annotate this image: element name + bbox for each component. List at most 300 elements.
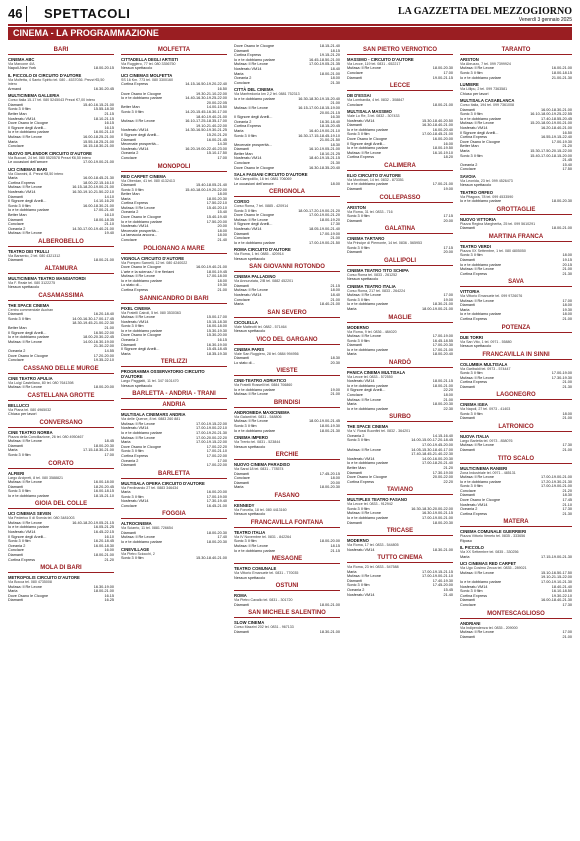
- film-title: Nessun spettacolo: [234, 575, 266, 580]
- showtimes: 21.00: [217, 288, 227, 292]
- film-title: Io e te dobbiamo parlare: [347, 383, 389, 388]
- showtimes: 21.40: [217, 238, 227, 243]
- showtime-row: [234, 429, 340, 434]
- film-title: Conclave: [234, 297, 250, 302]
- showtimes: 21.15: [330, 548, 340, 553]
- showtimes: [338, 329, 340, 334]
- cinema-name: CINEMA TEATRO TITO SCHIPA: [347, 267, 409, 273]
- cinema-name: UCI CINEMAS RED CARPET: [460, 561, 517, 567]
- film-title: Nosferatu VM14: [347, 547, 375, 552]
- cinema-address: Via Ruggiero, 77 tel. 080 3356750: [121, 62, 176, 66]
- showtimes: 18.30-21.00: [432, 302, 453, 307]
- showtimes: 14.00-16.30-17.00-17.45: [72, 316, 114, 321]
- showtimes: 18.00-21.00: [93, 589, 114, 594]
- film-title: Mufasa: Il Re Leone: [347, 511, 381, 516]
- showtimes: 16.45-18.55: [432, 338, 453, 343]
- film-title: Cortina Express: [460, 380, 488, 385]
- film-title: Diamanti: [234, 283, 249, 288]
- film-title: Diamanti: [8, 552, 23, 557]
- showtimes: 18.00-20.30: [551, 199, 572, 204]
- showtimes: 16.45-21.00: [206, 503, 227, 508]
- film-title: Dove Osano le Cicogne: [121, 444, 162, 449]
- film-title: Mufasa: Il Re Leone: [347, 397, 381, 402]
- film-title: Sonic 3 Il film: [8, 203, 31, 208]
- showtimes: 16.00-21.45: [206, 137, 227, 142]
- film-title: Sonic 3 Il film: [347, 297, 370, 302]
- showtimes: 15.40-17.00-18.15-20.00: [530, 153, 572, 158]
- showtimes: 17.45: [562, 498, 572, 502]
- cinema-address: Corso Roma, 7 tel. 0885 - 420914: [234, 204, 289, 209]
- film-title: Diamanti: [234, 480, 249, 485]
- showtimes: 18.00-20.30: [432, 66, 453, 71]
- showtime-row: [234, 361, 340, 366]
- film-title: Io e te dobbiamo parlare: [8, 493, 50, 498]
- showtimes: 18.00: [330, 288, 340, 293]
- film-title: Io e te dobbiamo parlare: [234, 96, 276, 101]
- city-heading: COLLEPASSO: [347, 194, 453, 203]
- showtimes: 17.00-21.40: [93, 208, 114, 213]
- showtimes: 17.30: [330, 222, 340, 227]
- film-title: Cortina Express: [460, 135, 488, 140]
- film-title: Dove Osano le Cicogne: [121, 265, 162, 270]
- city-heading: TUTTO CINEMA: [347, 554, 453, 563]
- showtime-row: [234, 329, 340, 334]
- showtimes: 17.00: [562, 298, 572, 303]
- showtimes: 18.00: [330, 476, 340, 481]
- showtime-row: [234, 257, 340, 262]
- cinema-name: ANDRIANI: [460, 620, 481, 626]
- showtime-row: [234, 302, 340, 307]
- film-title: Oceania 2: [234, 119, 252, 124]
- cinema-address: Piazza della Conciliazione, 26 tel. 080 4950467: [8, 434, 84, 439]
- film-title: Io e te dobbiamo parlare: [8, 525, 50, 530]
- showtimes: 18.00-20.15: [93, 66, 114, 71]
- showtimes: 16.10-18.50: [551, 589, 572, 594]
- film-title: Dove Osano le Cicogne: [121, 333, 162, 338]
- showtimes: 14.15-16.50-19.20-22.40: [185, 82, 227, 87]
- cinema-address: Via Lillipu, 2 tel. 099 7363581: [460, 87, 508, 92]
- showtimes: 15.45-18.45: [206, 347, 227, 352]
- cinema-name: MASSIMO - CIRCUITO D'AUTORE: [347, 57, 414, 62]
- showtimes: 18.00-21.00: [432, 102, 453, 107]
- film-title: Io e te dobbiamo parlare: [234, 428, 276, 433]
- film-title: Maria: [347, 352, 357, 357]
- showtime-row: [460, 344, 572, 349]
- showtimes: 20.00: [330, 480, 340, 485]
- film-title: Mufasa: Il Re Leone: [121, 435, 155, 440]
- cinema-name: CINEMA IMPERO: [234, 435, 269, 441]
- showtimes: 17.15: [443, 245, 453, 250]
- showtimes: 16.15-18.30-21.00: [82, 144, 114, 149]
- showtime-row: [234, 241, 340, 246]
- cinema-address: Via Indipendenza tel. 0835 - 209000: [460, 625, 518, 630]
- film-title: Nosferatu VM14: [234, 156, 262, 161]
- showtimes: 18.15-21.40: [319, 44, 340, 48]
- film-title: Dove Osano le Cicogne: [347, 475, 388, 480]
- film-title: Sonic 3 Il film: [460, 371, 483, 376]
- showtimes: 16.10: [104, 212, 114, 217]
- film-title: Il Signore degli Anelli...: [460, 130, 499, 135]
- film-title: Diamanti: [460, 257, 475, 262]
- film-title: Sonic 3 Il film: [8, 316, 31, 321]
- showtimes: 18.00-20.30: [432, 520, 453, 525]
- showtimes: 18.05-19.00-21.40: [308, 227, 340, 232]
- showtimes: 18.40: [330, 66, 340, 71]
- film-title: Maria: [8, 589, 18, 594]
- film-title: Io e te dobbiamo parlare: [460, 199, 502, 204]
- cinema-address: Piazza Vittorio Veneto tel. 0835 - 333656: [460, 534, 526, 539]
- showtimes: 18.00-21.00: [93, 552, 114, 557]
- showtimes: 17.15-18.30-21.00: [82, 448, 114, 453]
- showtimes: 21.00: [443, 397, 453, 402]
- film-title: Diamanti: [8, 484, 23, 489]
- film-title: Diamanti: [234, 602, 249, 607]
- film-title: Maria: [347, 569, 357, 574]
- film-title: Diamanti: [121, 342, 136, 347]
- film-title: Cortina Express: [460, 593, 488, 598]
- film-title: Nessun spettacolo: [234, 512, 266, 517]
- cinema-address: Via Ferdinando 27 tel. 0883 346434: [121, 485, 179, 490]
- cinema-address: Via XX Settembre tel. 0835 - 330256: [460, 550, 519, 555]
- cinema-address: Via Sciarrio, 11 tel. 0881 726654: [121, 526, 173, 531]
- cinema-name: CITTADELLA DEGLI ARTISTI: [121, 57, 179, 62]
- showtimes: 15.20-18.00-19.00-21.00: [530, 121, 572, 126]
- city-heading: CASSANO DELLE MURGE: [8, 365, 114, 374]
- film-title: Diamanti: [460, 416, 475, 421]
- showtimes: 20.00: [443, 250, 453, 255]
- showtimes: 21.45: [562, 158, 572, 163]
- showtimes: [225, 384, 227, 389]
- film-title: Mufasa: Il Re Leone: [8, 339, 42, 344]
- showtimes: 21.30: [330, 80, 340, 85]
- showtimes: 15.45: [443, 587, 453, 592]
- showtimes: 21.00: [330, 297, 340, 302]
- film-title: Oceania 2: [8, 543, 26, 548]
- film-title: Dove Osano le Cicogne: [121, 91, 162, 96]
- film-title: Conclave: [347, 71, 363, 75]
- cinema-name: CINEMA TARTARO: [347, 236, 385, 242]
- showtimes: 15.40: [217, 210, 227, 215]
- film-title: Mufasa: Il Re Leone: [460, 298, 494, 303]
- film-title: Oceania 2: [8, 226, 26, 231]
- showtimes: 16.00-18.30: [93, 543, 114, 548]
- showtimes: 16.00-20.00: [432, 136, 453, 141]
- showtime-row: [234, 81, 340, 86]
- showtimes: 21.00: [330, 101, 340, 106]
- showtime-row: [8, 453, 114, 458]
- cinema-address: Viale San Ruggiero, 28 tel. 0884 994956: [234, 351, 299, 356]
- showtimes: 17.00: [562, 629, 572, 634]
- showtimes: 18.15: [330, 543, 340, 548]
- showtimes: 16.55-19.15-22.40: [540, 135, 572, 140]
- film-title: Mufasa: Il Re Leone: [234, 543, 268, 548]
- film-title: Diamanti: [347, 578, 362, 583]
- showtimes: 14.10-16.20: [93, 199, 114, 204]
- showtimes: 18.15-21.10: [93, 493, 114, 498]
- showtimes: 21.30: [562, 271, 572, 276]
- film-title: Sonic 3 Il film: [347, 506, 370, 511]
- showtime-row: [8, 412, 114, 417]
- showtimes: 16.00-18.45-21.30: [82, 176, 114, 181]
- cinema-name: DUE TORRI: [460, 334, 483, 340]
- showtimes: 17.00-18.20-21.40: [421, 461, 453, 466]
- city-heading: MOLFETTA: [121, 46, 227, 55]
- film-title: Conclave: [234, 161, 250, 166]
- showtime-row: [234, 445, 340, 450]
- showtimes: 15.00-17.00: [206, 315, 227, 319]
- showtimes: 14.30: [217, 142, 227, 147]
- showtimes: 14.20-15.45-16.30-17.00: [185, 109, 227, 114]
- showtimes: 16.10: [104, 534, 114, 539]
- showtimes: [451, 277, 453, 282]
- film-title: Nessun spettacolo: [347, 277, 379, 282]
- showtimes: 18.00-21.00: [319, 602, 340, 607]
- showtime-row: [121, 66, 227, 71]
- showtime-row: [8, 66, 114, 71]
- film-title: Conclave: [460, 488, 476, 493]
- film-title: Mufasa: Il Re Leone: [8, 520, 42, 525]
- showtimes: 17.00-19.00-22.10: [195, 426, 227, 431]
- cinema-address: Via IV Novembre tel. 0831 - 842264: [234, 534, 292, 539]
- showtimes: 19.15-21.20: [319, 53, 340, 58]
- film-title: Mufasa: Il Re Leone: [234, 217, 268, 222]
- cinema-name: COLUMBIA MULTISALA: [460, 361, 508, 367]
- cinema-name: CINE TEATRO APULIA: [8, 375, 53, 381]
- film-title: Mufasa: Il Re Leone: [347, 333, 381, 338]
- film-title: Conclave: [121, 155, 137, 160]
- listing-column-3: [234, 44, 340, 836]
- showtimes: 17.00-19.00-21.00: [421, 515, 453, 520]
- showtimes: 16.10-17.25-18.35-17.00: [185, 119, 227, 124]
- film-title: Nosferatu VM14: [121, 146, 149, 151]
- showtimes: 16.15-18.20-19.00-21.00: [72, 185, 114, 190]
- city-heading: LATRONICO: [460, 423, 572, 432]
- cinema-address: Corso Mazzini 202 tel. 0831 - 967133: [234, 625, 294, 630]
- showtime-row: [8, 160, 114, 165]
- listing-column-2: [121, 44, 227, 836]
- showtimes: 17.00-19.00-21.00: [82, 160, 114, 165]
- showtimes: 16.15: [104, 121, 114, 126]
- cinema-address: Via Lecce tel. 0833 - 912942: [347, 502, 393, 507]
- film-title: Conclave: [8, 144, 24, 149]
- showtimes: 17.00-20.00-22.20: [195, 435, 227, 440]
- showtimes: 14.10: [104, 194, 114, 199]
- cinema-name: CORSO: [234, 199, 250, 205]
- showtimes: 16.50: [217, 87, 227, 91]
- showtimes: 17.30: [562, 602, 572, 607]
- film-title: Better Man: [234, 151, 253, 156]
- showtime-row: [460, 603, 572, 608]
- showtimes: 20.00: [443, 218, 453, 223]
- city-heading: FOGGIA: [121, 510, 227, 519]
- showtime-row: [8, 285, 114, 290]
- showtimes: 18.00: [443, 393, 453, 398]
- film-title: Io e te dobbiamo parlare: [121, 540, 163, 545]
- showtimes: 17.30-19.00: [432, 470, 453, 475]
- film-title: Il Signore degli Anelli...: [121, 132, 160, 137]
- film-title: Nosferatu VM14: [460, 584, 488, 589]
- film-title: Nosferatu VM14: [121, 499, 149, 504]
- film-title: L'arte e la scienza / Il re flerlami: [121, 269, 175, 274]
- cinema-address: SS 16 Km. 773 tel. 080 3300160: [121, 78, 173, 82]
- showtimes: 16.30-17.15-18.45-19.10: [298, 133, 340, 138]
- film-title: Mufasa: Il Re Leone: [460, 66, 494, 71]
- showtimes: 14.30-16.50-19.30-21.25: [185, 128, 227, 133]
- listing-column-1: [8, 44, 114, 836]
- cinema-address: Largo Paggiatti, 11 tel. 347 0101470: [121, 379, 179, 384]
- film-title: Conclave: [347, 102, 363, 107]
- city-heading: CASAMASSIMA: [8, 292, 114, 301]
- city-heading: ERCHIE: [234, 451, 340, 460]
- film-title: Diamanti: [8, 312, 23, 317]
- showtimes: 15.40-18.00-19.20-22.00: [185, 187, 227, 192]
- film-title: Io e te dobbiamo parlare: [347, 347, 389, 352]
- cinema-name: TEATRO DEI TRULLI: [8, 248, 50, 254]
- showtimes: 16.00-18.30-21.00: [82, 203, 114, 208]
- showtimes: 17.45-20.00: [432, 583, 453, 588]
- cinema-address: Via Oberdan, 41 tel. 080 4132413: [121, 178, 175, 183]
- showtimes: 17.00-19.00-21.00: [540, 475, 572, 480]
- cinema-address: Via Barsento, 2 tel. 080 4321312: [8, 253, 61, 258]
- showtimes: 18.10-21.25: [319, 151, 340, 156]
- showtime-row: [234, 549, 340, 554]
- showtime-row: [347, 593, 453, 598]
- film-title: Oceania 2: [121, 210, 139, 215]
- newspaper-name: LA GAZZETTA DEL MEZZOGIORNO: [397, 6, 572, 17]
- film-title: Io e te dobbiamo parlare: [8, 208, 50, 213]
- film-title: Better Man: [8, 212, 27, 217]
- showtimes: 18.45: [104, 439, 114, 444]
- film-title: Diamanti: [347, 520, 362, 525]
- film-title: Dove Osano le Cicogne: [121, 215, 162, 220]
- showtimes: 16.05-21.25: [93, 525, 114, 530]
- showtimes: 16.30-18.40-21.00: [421, 123, 453, 128]
- showtimes: 16.00-20.00: [206, 490, 227, 495]
- showtimes: 16.30-18.30-19.15-20.40: [298, 96, 340, 101]
- film-title: Diamanti: [121, 137, 136, 142]
- showtimes: 17.00-21.00: [432, 182, 453, 187]
- film-title: Mufasa: Il Re Leone: [347, 150, 381, 155]
- film-title: Mufasa: Il Re Leone: [121, 274, 155, 279]
- showtimes: 16.15: [104, 125, 114, 130]
- showtimes: 18.00-20.30: [93, 443, 114, 448]
- cinema-address: Via Napoli, 27 tel. 0973 - 41403: [460, 407, 511, 412]
- cinema-name: TEATRO COMUNALE: [234, 566, 277, 572]
- showtimes: 22.20: [443, 479, 453, 484]
- cinema-name: ARISTON: [460, 57, 479, 62]
- city-heading: FRANCAVILLA FONTANA: [234, 519, 340, 528]
- showtime-row: [121, 288, 227, 293]
- cinema-name: MULTISALA CINEMARS ANDRIA: [121, 412, 186, 418]
- film-title: Cortina Express: [121, 201, 149, 206]
- cinema-address: Via Bocca tel. 080 4735008: [8, 580, 52, 585]
- film-title: Mufasa: Il Re Leone: [347, 66, 381, 71]
- city-heading: VICO DEL GARGANO: [234, 336, 340, 345]
- showtimes: [225, 66, 227, 71]
- showtimes: 17.30-19.40: [206, 499, 227, 504]
- showtimes: 21.00: [562, 448, 572, 453]
- film-title: Nosferatu VM14: [460, 502, 488, 507]
- showtimes: 14.00-15.00-17.20-18.45: [411, 438, 453, 443]
- showtimes: 17.00-21.00: [432, 347, 453, 352]
- film-title: Nessun spettacolo: [8, 285, 40, 290]
- showtime-row: [8, 87, 114, 92]
- cinema-name: UCI CINEMAS MOLFETTA: [121, 73, 173, 78]
- cinema-address: Corso Italia, 194 tel. 099 7361008: [460, 103, 514, 108]
- showtime-row: [8, 258, 114, 263]
- cinema-name: NUOVO VITTORIA: [460, 216, 496, 222]
- section-banner: CINEMA - LA PROGRAMMAZIONE: [8, 27, 572, 40]
- showtimes: 18.00-18.35: [93, 217, 114, 222]
- cinema-name: ALFIERI: [8, 470, 25, 476]
- city-heading: SAVA: [460, 278, 572, 287]
- showtimes: 21.40: [443, 592, 453, 597]
- film-title: Cortina Express: [121, 82, 149, 87]
- showtimes: 16.00-19.40-21.00: [195, 265, 227, 270]
- film-title: Mufasa: Il Re Leone: [460, 570, 494, 575]
- film-title: Cortina Express: [121, 288, 149, 292]
- city-heading: TRICASE: [347, 527, 453, 536]
- film-title: Mecenate prosperità...: [121, 228, 159, 233]
- showtimes: 18.30: [330, 142, 340, 147]
- cinema-name: ANDROMEDA MAXICINEMA: [234, 409, 290, 415]
- showtimes: [112, 285, 114, 290]
- showtimes: 17.50-22.10: [206, 201, 227, 206]
- showtimes: 15.40-19.40: [206, 215, 227, 220]
- film-title: Oceania 2: [460, 162, 478, 167]
- cinema-name: CINEMA ABC: [8, 57, 35, 62]
- film-title: Cortina Express: [234, 124, 262, 129]
- showtimes: 17.00-19.15-22.00: [195, 440, 227, 445]
- showtimes: 18.00-22.15-16.10: [82, 180, 114, 185]
- showtimes: [112, 412, 114, 417]
- film-title: Mufasa: Il Re Leone: [8, 385, 42, 390]
- showtimes: 20.00-22.00: [432, 475, 453, 480]
- showtimes: 15.40-20.10: [206, 205, 227, 210]
- city-heading: LECCE: [347, 82, 453, 91]
- cinema-address: Via Roma, 23 tel. 0833 - 547588: [347, 565, 399, 570]
- film-title: Better Man: [8, 326, 27, 331]
- showtimes: 18.00-20.40: [432, 352, 453, 357]
- showtimes: 18.00-19.20: [319, 217, 340, 222]
- film-title: Il Signore degli Anelli...: [234, 115, 273, 120]
- film-title: Mufasa: Il Re Leone: [460, 443, 494, 448]
- showtime-row: [460, 167, 572, 172]
- film-title: Nosferatu VM14: [121, 319, 149, 324]
- showtime-row: [121, 556, 227, 561]
- showtimes: 18.00: [562, 312, 572, 317]
- showtimes: 18.40-21.00: [319, 302, 340, 307]
- film-title: Better Man: [460, 144, 479, 149]
- city-heading: TITO SCALO: [460, 455, 572, 464]
- film-title: Sonic 3 Il film: [460, 71, 483, 75]
- showtimes: 18.00: [217, 278, 227, 283]
- showtimes: 17.50: [562, 167, 572, 172]
- cinema-name: BELLUCCI: [8, 402, 30, 408]
- film-title: Diamanti: [460, 384, 475, 389]
- cinema-address: Via Lecce, 119 tel. 0831 - 652217: [347, 62, 401, 66]
- cinema-address: Via Lombardia, 4 tel. 0832 - 308847: [347, 98, 405, 103]
- film-title: Maria: [121, 490, 131, 495]
- showtimes: 17.00: [443, 71, 453, 75]
- film-title: Il Signore degli Anelli...: [121, 347, 160, 352]
- showtimes: 18.00-18.15: [551, 71, 572, 75]
- film-title: Io e te dobbiamo parlare: [347, 406, 389, 411]
- cinema-name: MULTISALA OPERA CIRCUITO D'AUTORE: [121, 480, 205, 486]
- film-title: Mufasa: Il Re Leone: [121, 315, 155, 319]
- film-title: Riposo: [460, 538, 472, 543]
- cinema-address: Via Sarai 18 tel. 0831 - 778574: [234, 467, 284, 472]
